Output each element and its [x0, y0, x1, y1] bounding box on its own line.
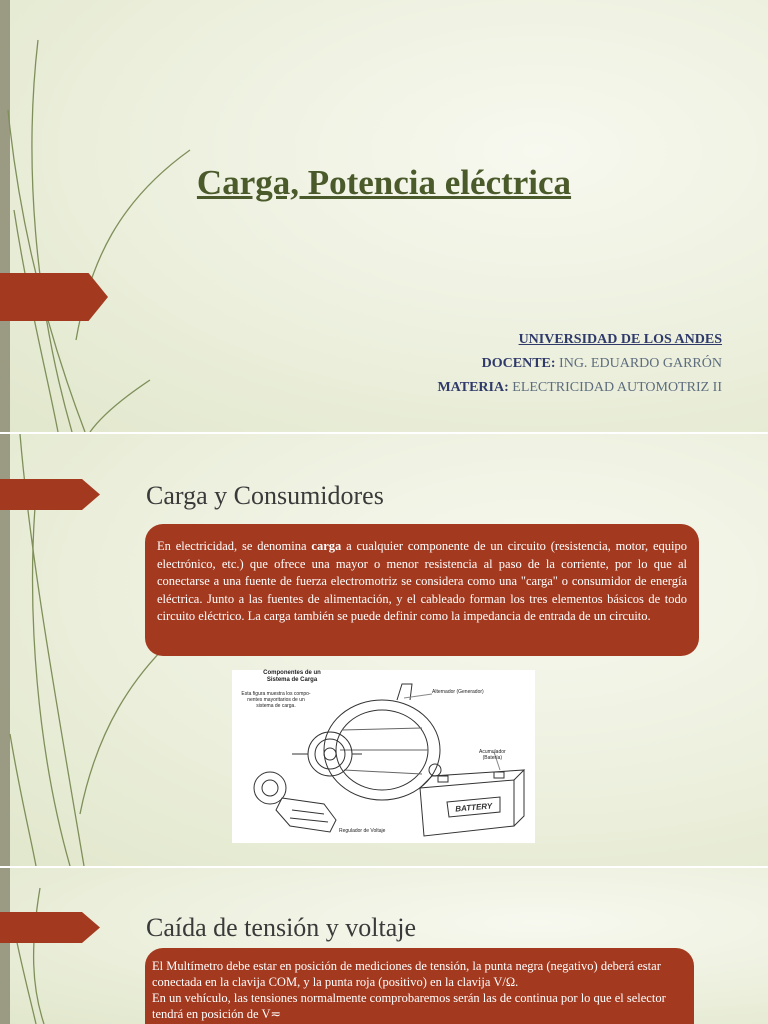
materia-label: MATERIA: — [437, 380, 509, 395]
figure-heading — [258, 670, 326, 684]
multimeter-box — [145, 948, 694, 1024]
definition-text-rest: a cualquier componente de un circuito (resistencia, motor, equipo electrónico, etc.) que ofrece una mayor o menor resistencia al paso de la corriente, por lo que al conectarse a una fuente de fuerza electromotriz se considera como una "carga" o consumidor de energía eléctrica. Junto a las fuentes de alimentación, y el cableado forman los tres elementos básicos de todo circuito eléctrico. La carga también se puede definir como la impedancia de entrada de un circuito. — [157, 539, 687, 623]
slide-caida-tension — [0, 868, 768, 1024]
slide-title: Caída de tensión y voltaje — [146, 913, 417, 942]
docente-label: DOCENTE: — [481, 356, 556, 371]
figure-desc-line1: Esta figura muestra los compo- — [241, 691, 311, 697]
definition-keyword: carga — [311, 539, 342, 553]
voltage-regulator — [276, 798, 336, 832]
battery-caption — [479, 750, 506, 762]
decorative-curves — [0, 0, 200, 432]
regulator-label: Regulador de Voltaje — [339, 828, 386, 834]
figure-description — [234, 692, 318, 709]
university-name: UNIVERSIDAD DE LOS ANDES — [518, 332, 722, 347]
docente-value: ING. EDUARDO GARRÓN — [559, 356, 722, 371]
figure-heading-line1: Componentes de un — [263, 670, 321, 676]
multimeter-paragraph-2: En un vehículo, las tensiones normalmente comprobaremos serán las de continua por lo que el selector tendrá en posición de V≂ — [152, 991, 666, 1021]
definition-box — [145, 524, 699, 656]
presentation-title: Carga, Potencia eléctrica — [196, 163, 572, 202]
accent-arrow — [0, 273, 108, 321]
definition-text-start: En electricidad, se denomina — [157, 539, 312, 553]
materia-value: ELECTRICIDAD AUTOMOTRIZ II — [512, 380, 722, 395]
docente-line — [482, 356, 722, 372]
battery-caption-line2: (Batería) — [482, 754, 503, 761]
figure-desc-line2: nentes mayoritarios de un — [247, 696, 305, 703]
figure-heading-line2: Sistema de Carga — [266, 676, 318, 683]
accent-arrow — [0, 912, 100, 943]
slide-title: Carga y Consumidores — [146, 481, 384, 510]
university-line — [519, 332, 722, 348]
slide-carga-consumidores — [0, 434, 768, 866]
charging-system-figure — [232, 670, 535, 843]
materia-line — [437, 380, 722, 396]
multimeter-paragraph-1: El Multímetro debe estar en posición de mediciones de tensión, la punta negra (negativo) deberá estar conectada en la clavija COM, y la punta roja (positivo) en la clavija V/Ω. — [152, 959, 661, 989]
battery-label-text: BATTERY — [454, 801, 493, 814]
title-slide — [0, 0, 768, 432]
battery-caption-line1: Acumulador — [479, 749, 506, 755]
figure-desc-line3: sistema de carga. — [256, 702, 296, 709]
alternator-label: Alternador (Generador) — [432, 689, 484, 695]
accent-arrow — [0, 479, 100, 510]
